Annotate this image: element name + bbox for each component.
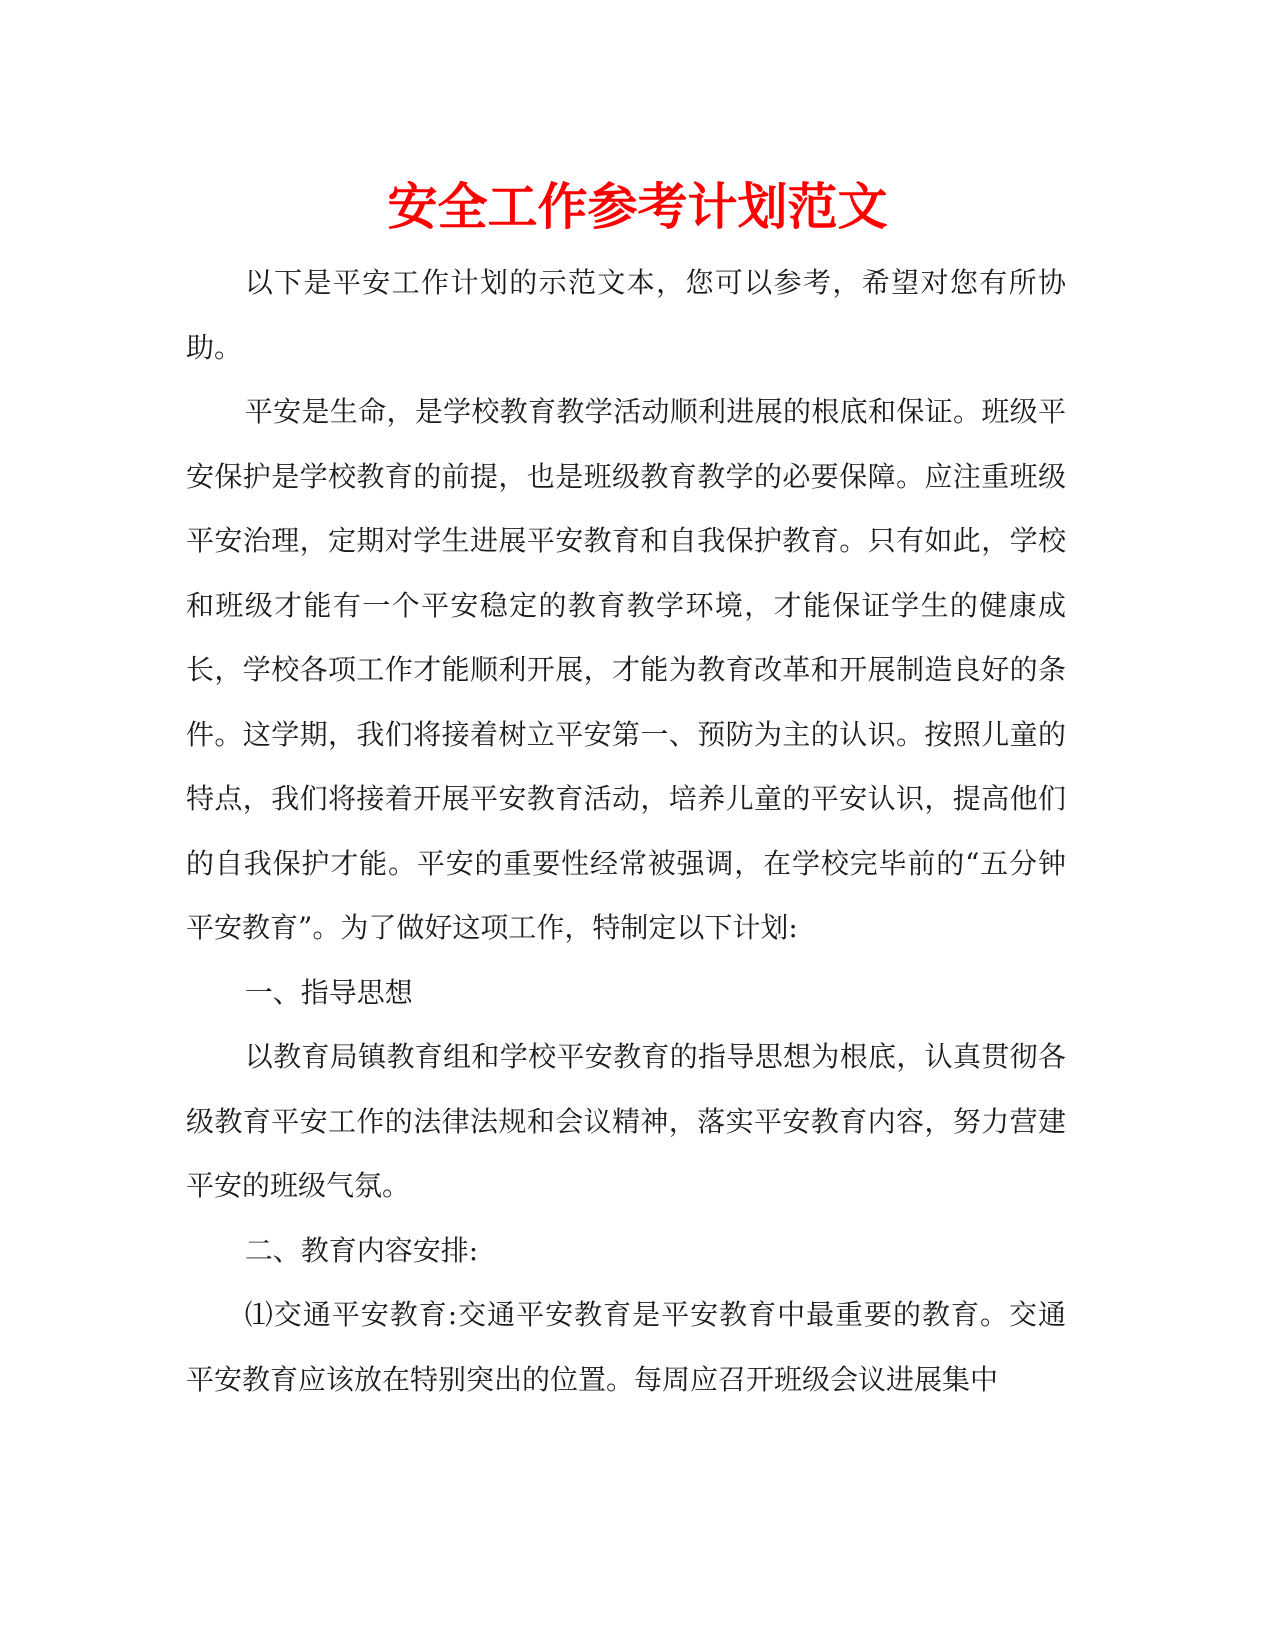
paragraph-intro: 以下是平安工作计划的示范文本，您可以参考，希望对您有所协助。 <box>186 266 1066 364</box>
paragraph-traffic-safety: ⑴交通平安教育:交通平安教育是平安教育中最重要的教育。交通平安教育应该放在特别突出的位置。每周应召开班级会议进展集中 <box>186 1298 1066 1396</box>
document-body <box>186 251 1066 1412</box>
paragraph-guiding-ideology: 以教育局镇教育组和学校平安教育的指导思想为根底，认真贯彻各级教育平安工作的法律法规和会议精神，落实平安教育内容，努力营建平安的班级气氛。 <box>186 1040 1066 1202</box>
section-heading-content-arrangement: 二、教育内容安排: <box>244 1233 479 1267</box>
document-title: 安全工作参考计划范文 <box>387 178 888 236</box>
section-heading-guiding-ideology: 一、指导思想 <box>244 975 413 1009</box>
paragraph-background: 平安是生命，是学校教育教学活动顺利进展的根底和保证。班级平安保护是学校教育的前提，也是班级教育教学的必要保障。应注重班级平安治理，定期对学生进展平安教育和自我保护教育。只有如此，学校和班级才能有一个平安稳定的教育教学环境，才能保证学生的健康成长，学校各项工作才能顺利开展，才能为教育改革和开展制造良好的条件。这学期，我们将接着树立平安第一、预防为主的认识。按照儿童的特点，我们将接着开展平安教育活动，培养儿童的平安认识，提高他们的自我保护才能。平安的重要性经常被强调，在学校完毕前的“五分钟平安教育”。为了做好这项工作，特制定以下计划: <box>186 395 1066 944</box>
